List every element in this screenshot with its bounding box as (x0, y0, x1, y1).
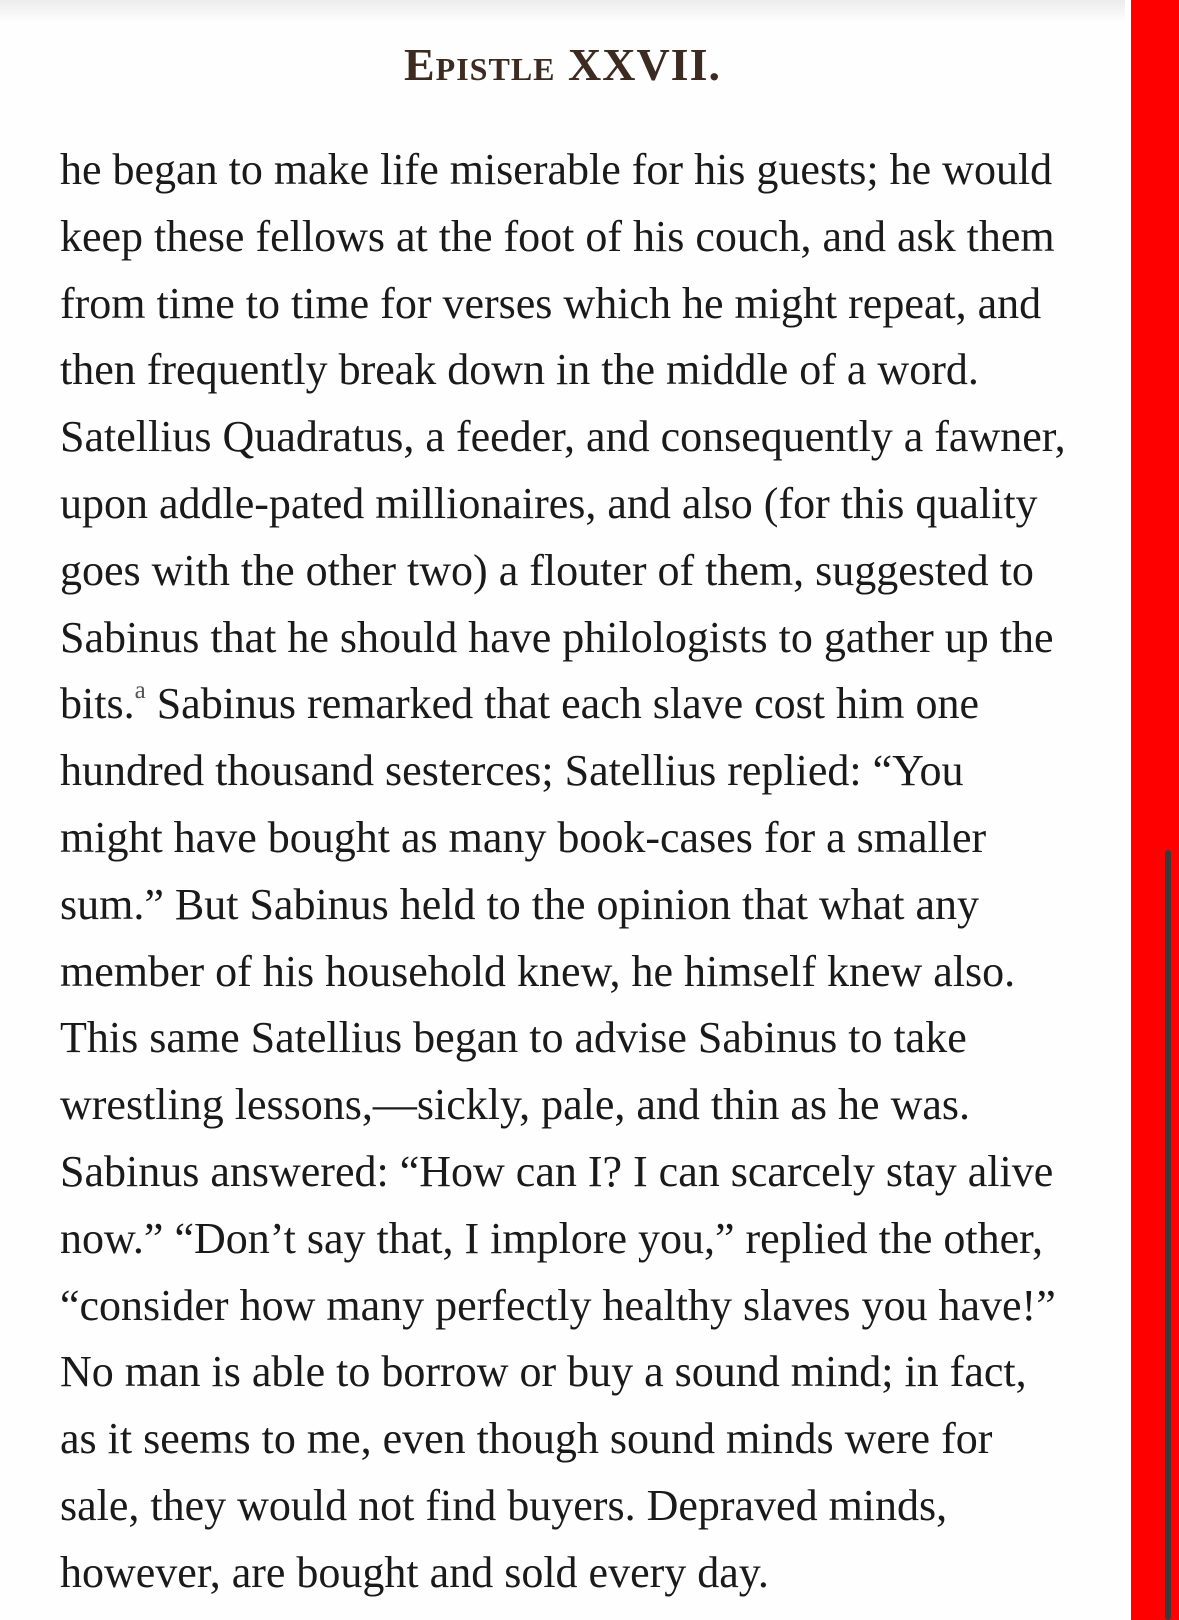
text-line: member of his household knew, he himself knew also. (60, 946, 1016, 996)
text-line: might have bought as many book-cases for a smaller (60, 812, 987, 862)
text-line: Sabinus that he should have philologists to gather up the (60, 612, 1054, 662)
text-line: “consider how many perfectly healthy slaves you have!” (60, 1280, 1056, 1330)
text-fragment: Sabinus remarked that each slave cost him one (145, 679, 979, 729)
text-line: keep these fellows at the foot of his couch, and ask them (60, 211, 1055, 261)
text-line: however, are bought and sold every day. (60, 1547, 769, 1597)
text-line: sum.” But Sabinus held to the opinion that what any (60, 879, 980, 929)
text-line: he began to make life miserable for his guests; he would (60, 145, 1053, 194)
text-fragment: bits. (60, 679, 135, 729)
text-line: Sabinus answered: “How can I? I can scarcely stay alive (60, 1146, 1054, 1196)
text-line: then frequently break down in the middle of a word. (60, 345, 979, 395)
text-line: No man is able to borrow or buy a sound mind; in fact, (60, 1347, 1027, 1397)
chapter-heading: Epistle XXVII. (404, 39, 721, 90)
text-line: sale, they would not find buyers. Depraved minds, (60, 1480, 948, 1530)
text-line: Satellius Quadratus, a feeder, and consequently a fawner, (60, 412, 1066, 462)
footnote-marker[interactable]: a (134, 677, 146, 705)
text-line: hundred thousand sesterces; Satellius replied: “You (60, 746, 964, 796)
body-text[interactable] (60, 137, 1120, 1607)
text-line: as it seems to me, even though sound minds were for (60, 1414, 993, 1464)
top-shadow (0, 0, 1125, 22)
text-line: upon addle-pated millionaires, and also (for this quality (60, 478, 1038, 528)
scrollbar-thumb[interactable] (1165, 850, 1171, 1620)
text-line: goes with the other two) a flouter of them, suggested to (60, 545, 1034, 595)
text-line: This same Satellius began to advise Sabinus to take (60, 1013, 967, 1063)
footnote-text-line (60, 671, 1120, 738)
text-line: now.” “Don’t say that, I implore you,” replied the other, (60, 1213, 1044, 1263)
text-line: wrestling lessons,—sickly, pale, and thin as he was. (60, 1080, 970, 1130)
text-line: from time to time for verses which he might repeat, and (60, 278, 1042, 328)
